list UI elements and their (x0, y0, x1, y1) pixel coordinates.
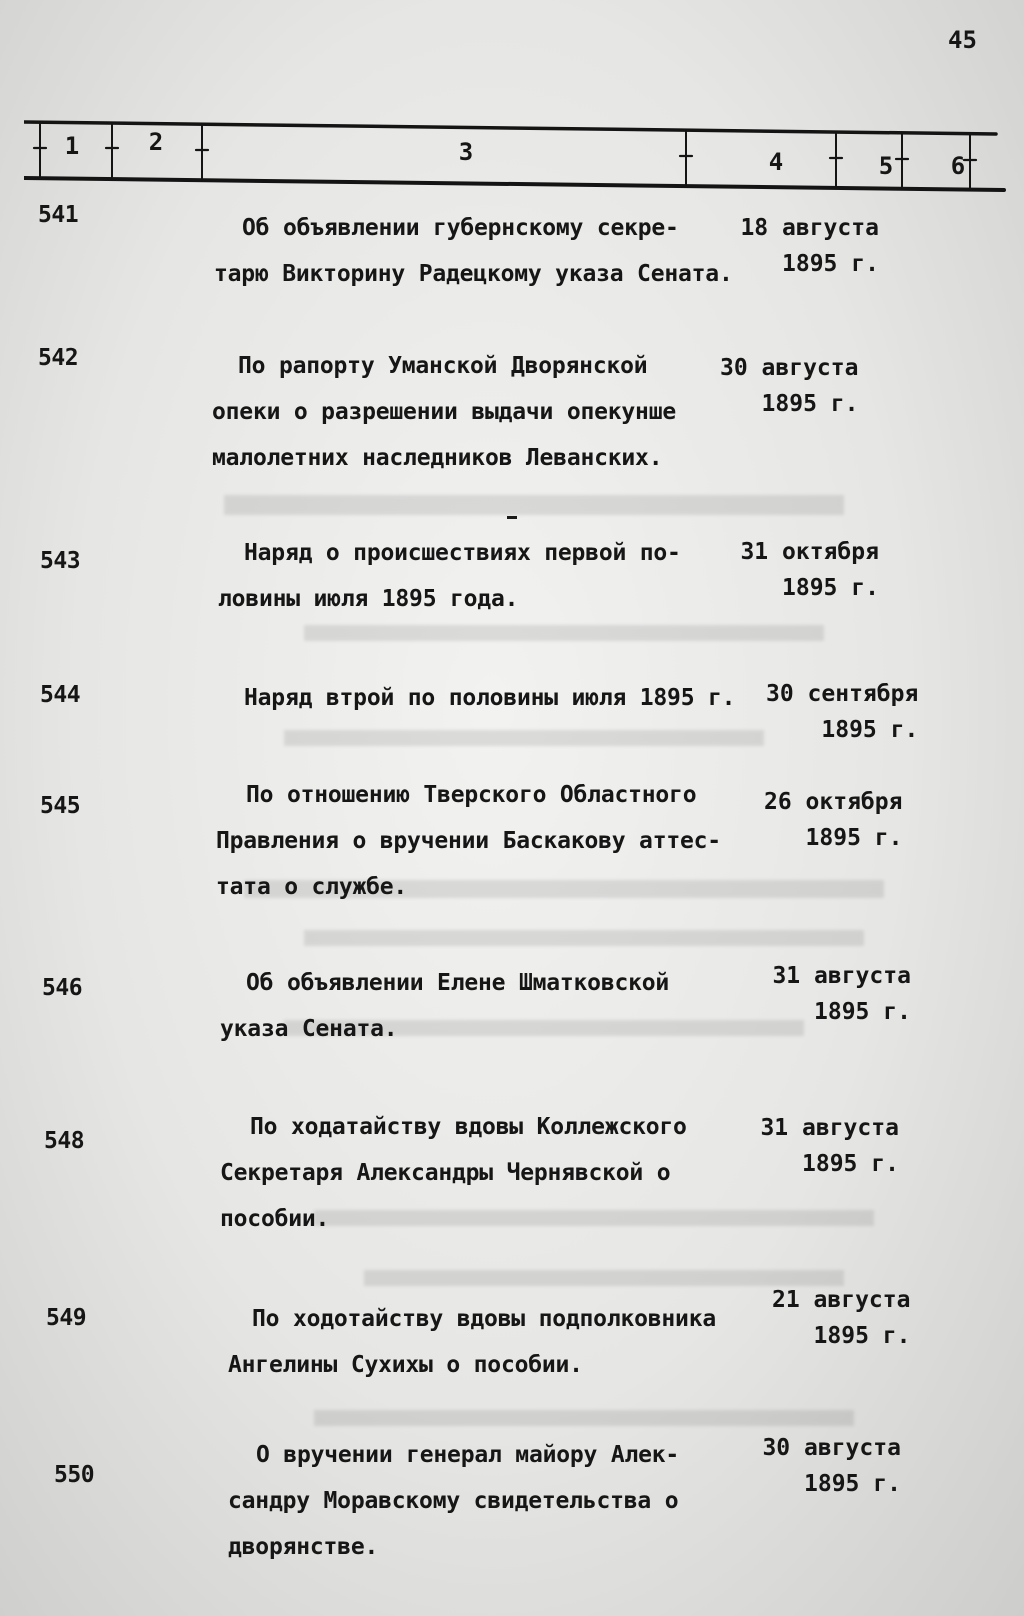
entry-line: Наряд втрой по половины июля 1895 г. (244, 685, 736, 711)
entry-description (244, 675, 735, 721)
entry-date (760, 1430, 901, 1502)
entry-description (218, 530, 681, 622)
entry-date-year: 1895 г. (802, 1151, 899, 1177)
entry-line: По рапорту Уманской Дворянской (238, 353, 648, 379)
column-5-label: 5 (878, 152, 894, 180)
entry-date-day: 31 октября (740, 539, 879, 565)
column-3-label: 3 (458, 138, 474, 166)
entry-date-year: 1895 г. (761, 391, 859, 417)
entry-date (772, 1282, 910, 1354)
column-1-label: 1 (64, 132, 80, 160)
entry-line: О вручении генерал майору Алек- (256, 1442, 680, 1468)
entry-number: 550 (54, 1462, 95, 1488)
entry-line: По ходатайству вдовы Коллежского (250, 1114, 687, 1140)
entry-date-day: 21 августа (772, 1287, 911, 1313)
entry-description (214, 205, 733, 297)
entry-date (758, 1110, 899, 1182)
entry-line: пособии. (220, 1206, 330, 1232)
column-2-label: 2 (148, 128, 164, 156)
entry-date (770, 958, 911, 1030)
column-header-rule (24, 118, 1008, 198)
entry-date-year: 1895 г. (805, 825, 903, 851)
entry-date-year: 1895 г. (782, 575, 879, 601)
entry-line: Правления о вручении Баскакову аттес- (216, 828, 721, 854)
entry-description (220, 960, 670, 1052)
entry-date-day: 31 августа (760, 1115, 899, 1141)
entry-line: тата о службе. (216, 874, 408, 900)
entry-line: дворянстве. (228, 1534, 379, 1560)
entry-number: 543 (40, 548, 81, 574)
entry-line: Наряд о происшествиях первой по- (244, 540, 681, 566)
entry-line: сандру Моравскому свидетельства о (228, 1488, 679, 1514)
entry-date-day: 30 августа (720, 355, 859, 381)
entry-number: 548 (44, 1128, 85, 1154)
entry-date-year: 1895 г. (804, 1471, 901, 1497)
entry-line: Ангелины Сухихы о пособии. (228, 1352, 583, 1378)
entry-number: 549 (46, 1305, 87, 1331)
entry-line: малолетних наследников Леванских. (212, 445, 663, 471)
column-4-label: 4 (768, 148, 784, 176)
entry-description (228, 1296, 717, 1388)
entry-line: опеки о разрешении выдачи опекунше (212, 399, 677, 425)
entry-date-year: 1895 г. (821, 717, 919, 743)
entry-date (764, 784, 902, 856)
entry-description (216, 772, 721, 910)
entry-date (718, 210, 879, 282)
entry-line: тарю Викторину Радецкому указа Сената. (214, 261, 733, 287)
entry-number: 542 (38, 345, 79, 371)
entry-date-day: 31 августа (772, 963, 911, 989)
column-6-label: 6 (950, 152, 966, 180)
entry-line: По ходотайству вдовы подполковника (252, 1306, 717, 1332)
page-number: 45 (948, 26, 977, 54)
entry-description (220, 1104, 687, 1242)
entry-number: 544 (40, 682, 81, 708)
entry-date-day: 18 августа (740, 215, 879, 241)
entry-description (228, 1432, 680, 1570)
entry-number: 541 (38, 202, 79, 228)
entry-date-year: 1895 г. (813, 1323, 911, 1349)
entry-date-day: 30 сентября (766, 681, 919, 707)
column-header (24, 118, 1008, 198)
entry-line: Об объявлении губернскому секре- (242, 215, 679, 241)
entry-line: Секретаря Александры Чернявской о (220, 1160, 671, 1186)
entry-line: Об объявлении Елене Шматковской (246, 970, 670, 996)
entry-date-year: 1895 г. (814, 999, 911, 1025)
entry-line: указа Сената. (220, 1016, 398, 1042)
entry-number: 545 (40, 793, 81, 819)
entry-date-day: 26 октября (764, 789, 903, 815)
entry-number: 546 (42, 975, 83, 1001)
entry-date (766, 676, 918, 748)
entry-description (212, 343, 677, 481)
entry-date-day: 30 августа (762, 1435, 901, 1461)
entry-date (720, 350, 858, 422)
entry-line: ловины июля 1895 года. (218, 586, 519, 612)
entry-line: По отношению Тверского Областного (246, 782, 697, 808)
entry-date-year: 1895 г. (782, 251, 879, 277)
stray-dash-mark (507, 516, 517, 519)
entry-date (738, 534, 879, 606)
